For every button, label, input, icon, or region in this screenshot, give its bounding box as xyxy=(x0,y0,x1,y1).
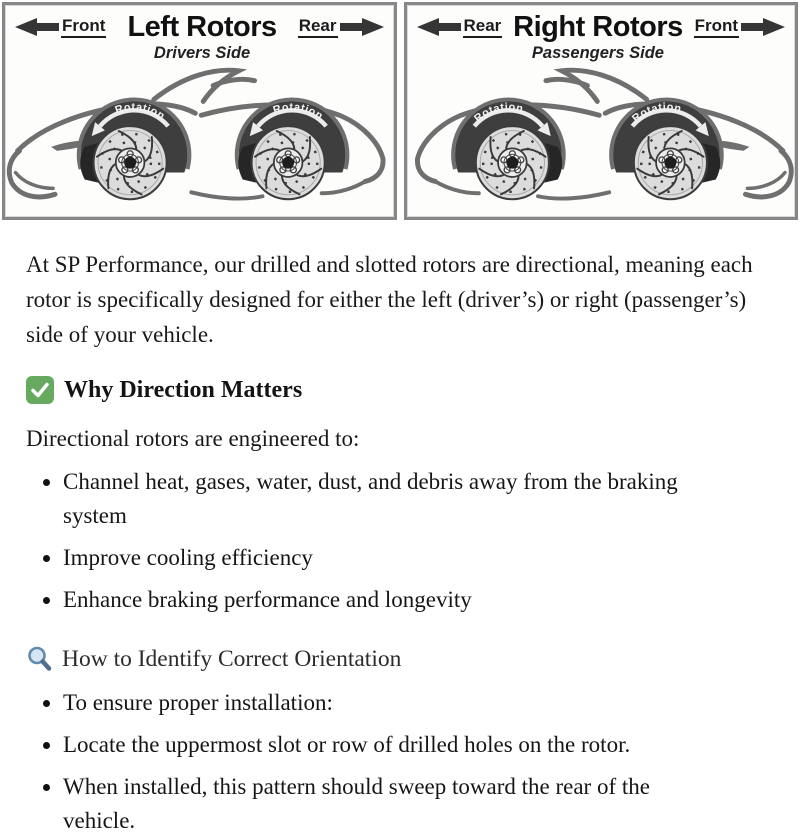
check-mark-icon xyxy=(26,376,54,404)
front-direction-indicator xyxy=(694,17,785,38)
car-illustration-right xyxy=(407,56,796,216)
heading-text: Why Direction Matters xyxy=(64,376,303,403)
arrow-left-icon xyxy=(15,18,59,36)
why-bullet-list xyxy=(26,465,774,617)
heading-text: How to Identify Correct Orientation xyxy=(62,645,402,672)
svg-text:Rotation: Rotation xyxy=(271,101,326,123)
front-label: Front xyxy=(61,17,106,38)
article-body xyxy=(0,220,800,838)
magnifier-icon xyxy=(26,645,54,673)
rear-direction-indicator xyxy=(417,17,503,38)
left-rotors-panel xyxy=(2,2,397,220)
panel-subtitle: Passengers Side xyxy=(531,43,664,62)
why-lead-text: Directional rotors are engineered to: xyxy=(26,426,360,451)
list-item: • Locate the uppermost slot or row of drilled holes on the rotor. xyxy=(63,728,720,762)
how-to-identify-heading xyxy=(26,645,774,673)
why-direction-matters-heading xyxy=(26,376,774,404)
rear-label: Rear xyxy=(463,17,503,38)
front-direction-indicator xyxy=(15,17,106,38)
list-item: • When installed, this pattern should sweep toward the rear of the vehicle. xyxy=(63,770,720,838)
svg-text:Rotation: Rotation xyxy=(629,101,683,125)
list-item: • Improve cooling efficiency xyxy=(63,541,720,575)
svg-text:Rotation: Rotation xyxy=(113,101,168,123)
how-bullet-list xyxy=(26,686,774,838)
panel-subtitle: Drivers Side xyxy=(153,43,251,62)
arrow-right-icon xyxy=(741,18,785,36)
rotor-direction-diagram xyxy=(0,0,800,220)
rear-direction-indicator xyxy=(298,17,384,38)
list-item: • To ensure proper installation: xyxy=(63,686,720,720)
right-rotors-panel xyxy=(404,2,799,220)
panel-title: Right Rotors xyxy=(513,11,683,43)
right-panel-title-block xyxy=(502,13,693,63)
arrow-right-icon xyxy=(340,18,384,36)
car-illustration-left xyxy=(5,56,394,216)
list-item: • Enhance braking performance and longevity xyxy=(63,583,720,617)
svg-text:Rotation: Rotation xyxy=(471,101,525,125)
left-panel-header xyxy=(5,11,394,63)
right-panel-header xyxy=(407,11,796,63)
rear-label: Rear xyxy=(298,17,338,38)
list-item: • Channel heat, gases, water, dust, and debris away from the braking system xyxy=(63,465,720,533)
left-panel-title-block xyxy=(106,13,297,63)
arrow-left-icon xyxy=(417,18,461,36)
panel-title: Left Rotors xyxy=(127,11,277,43)
intro-paragraph: At SP Performance, our drilled and slotted rotors are directional, meaning each rotor is specifically designed for either the left (driver’s) or right (passenger’s) side of your vehicle. xyxy=(26,252,753,347)
front-label: Front xyxy=(694,17,739,38)
